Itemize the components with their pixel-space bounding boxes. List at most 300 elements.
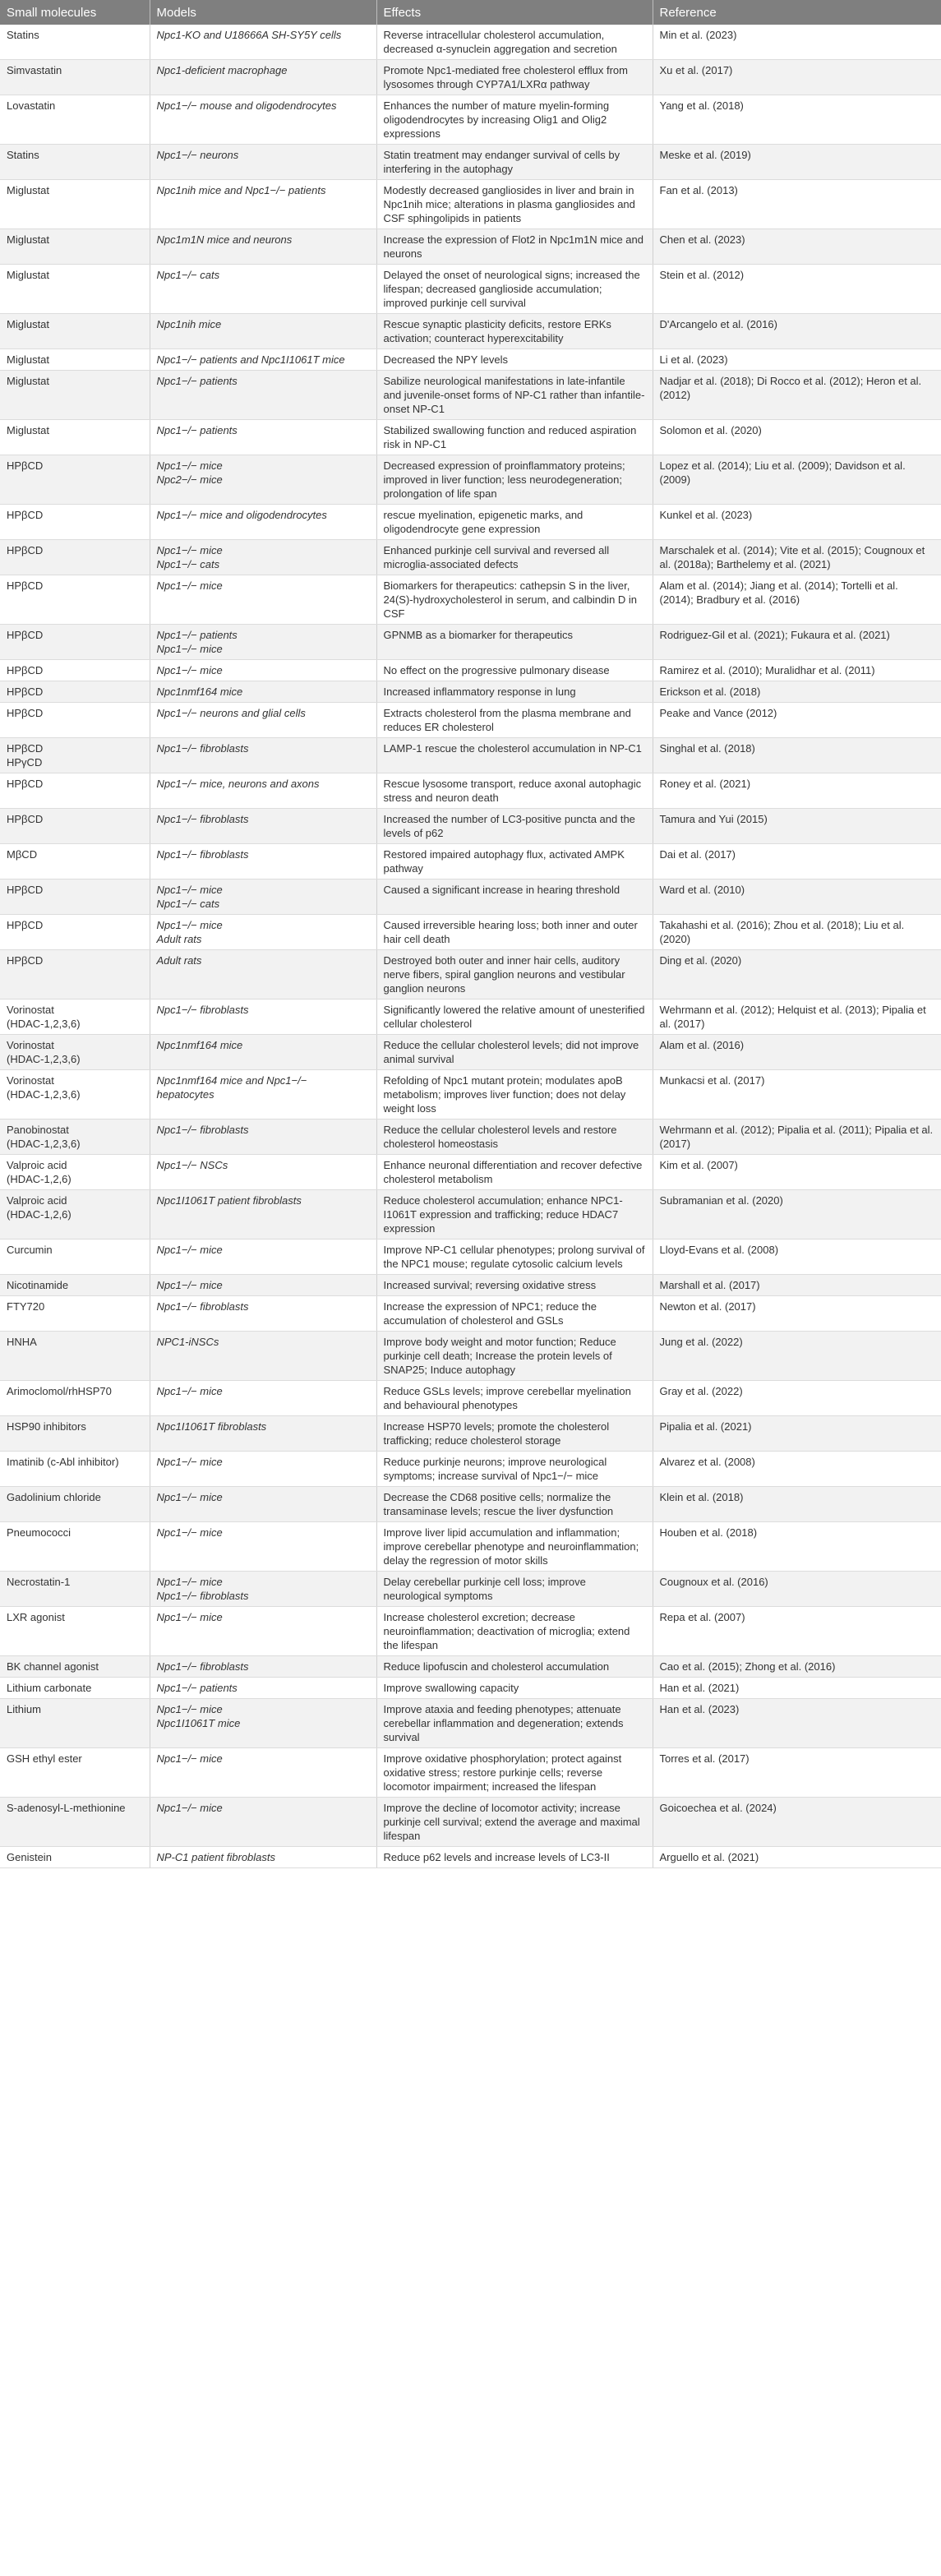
models-cell: [150, 1240, 376, 1275]
molecule-name: Miglustat: [7, 424, 50, 436]
molecule-cell: [0, 1678, 150, 1699]
model-name: Npc1−/− mice: [156, 1491, 223, 1503]
table-row: [0, 349, 941, 371]
molecule-name: Miglustat: [7, 375, 50, 387]
effects-cell: Improve the decline of locomotor activity; increase purkinje cell survival; extend the average and maximal lifespan: [376, 1798, 653, 1847]
table-body: [0, 25, 941, 1868]
model-name: Npc1−/− mice: [156, 579, 223, 592]
effects-cell: Improve body weight and motor function; Reduce purkinje cell death; Increase the protein levels of SNAP25; Induce autophagy: [376, 1332, 653, 1381]
models-cell: [150, 229, 376, 265]
model-name: Npc1−/− mice: [156, 1456, 223, 1468]
molecule-cell: [0, 1332, 150, 1381]
effects-cell: Decreased expression of proinflammatory proteins; improved in liver function; less neurodegeneration; prolongation of life span: [376, 455, 653, 505]
effects-cell: Caused a significant increase in hearing threshold: [376, 879, 653, 915]
reference-cell: Stein et al. (2012): [653, 265, 941, 314]
model-name: Npc1−/− fibroblasts: [156, 1004, 249, 1016]
molecule-name: Valproic acid: [7, 1159, 67, 1171]
molecule-cell: [0, 1847, 150, 1868]
models-cell: [150, 1699, 376, 1748]
effects-cell: Decreased the NPY levels: [376, 349, 653, 371]
model-name: Npc1−/− mice: [156, 1611, 223, 1623]
model-name: Npc1−/− fibroblasts: [156, 1660, 249, 1673]
effects-cell: Stabilized swallowing function and reduced aspiration risk in NP-C1: [376, 420, 653, 455]
molecule-name: Arimoclomol/rhHSP70: [7, 1385, 112, 1397]
effects-cell: Rescue lysosome transport, reduce axonal autophagic stress and neuron death: [376, 773, 653, 809]
models-cell: [150, 1572, 376, 1607]
model-name: Npc1−/− neurons and glial cells: [156, 707, 306, 719]
model-name: Npc1−/− patients: [156, 629, 238, 641]
molecule-name: HPβCD: [7, 919, 44, 931]
effects-cell: Restored impaired autophagy flux, activated AMPK pathway: [376, 844, 653, 879]
model-name: Npc1−/− fibroblasts: [156, 848, 249, 861]
effects-cell: Sabilize neurological manifestations in late-infantile and juvenile-onset forms of NP-C1 rather than infantile-onset NP-C1: [376, 371, 653, 420]
molecule-name: BK channel agonist: [7, 1660, 99, 1673]
effects-cell: GPNMB as a biomarker for therapeutics: [376, 625, 653, 660]
reference-cell: Xu et al. (2017): [653, 60, 941, 95]
reference-cell: Dai et al. (2017): [653, 844, 941, 879]
model-name: Npc1−/− mice: [156, 1576, 223, 1588]
models-cell: [150, 681, 376, 703]
models-cell: [150, 95, 376, 145]
molecule-name: GSH ethyl ester: [7, 1752, 82, 1765]
table-row: [0, 1656, 941, 1678]
molecule-name: HPβCD: [7, 686, 44, 698]
molecule-cell: [0, 575, 150, 625]
models-cell: [150, 660, 376, 681]
molecule-cell: [0, 1070, 150, 1119]
molecule-cell: [0, 1522, 150, 1572]
table-row: [0, 540, 941, 575]
models-cell: [150, 25, 376, 60]
molecule-name: HPβCD: [7, 884, 44, 896]
models-cell: [150, 349, 376, 371]
molecule-cell: [0, 703, 150, 738]
table-row: [0, 1155, 941, 1190]
table-row: [0, 229, 941, 265]
models-cell: [150, 809, 376, 844]
model-name: Npc1-deficient macrophage: [156, 64, 288, 76]
molecule-cell: [0, 1119, 150, 1155]
table-row: [0, 1487, 941, 1522]
molecule-name: FTY720: [7, 1300, 45, 1313]
reference-cell: Yang et al. (2018): [653, 95, 941, 145]
model-name: Npc1nmf164 mice: [156, 686, 243, 698]
models-cell: [150, 950, 376, 999]
table-row: [0, 25, 941, 60]
table-row: [0, 265, 941, 314]
model-name: Npc1−/− mice: [156, 544, 223, 556]
model-name: Npc2−/− mice: [156, 473, 223, 486]
molecule-name: Panobinostat: [7, 1124, 69, 1136]
molecule-cell: [0, 738, 150, 773]
effects-cell: Biomarkers for therapeutics: cathepsin S in the liver, 24(S)-hydroxycholesterol in serum, and calbindin D in CSF: [376, 575, 653, 625]
effects-cell: Improve liver lipid accumulation and inflammation; improve cerebellar phenotype and neuroinflammation; delay the regression of motor skills: [376, 1522, 653, 1572]
model-name: Npc1nih mice: [156, 318, 222, 330]
molecule-name: Miglustat: [7, 318, 50, 330]
molecule-name: HSP90 inhibitors: [7, 1420, 86, 1433]
reference-cell: Torres et al. (2017): [653, 1748, 941, 1798]
table-row: [0, 681, 941, 703]
effects-cell: Improve swallowing capacity: [376, 1678, 653, 1699]
effects-cell: Increased inflammatory response in lung: [376, 681, 653, 703]
reference-cell: Wehrmann et al. (2012); Helquist et al. (2013); Pipalia et al. (2017): [653, 999, 941, 1035]
molecule-name: (HDAC-1,2,6): [7, 1173, 71, 1185]
reference-cell: Han et al. (2021): [653, 1678, 941, 1699]
reference-cell: Goicoechea et al. (2024): [653, 1798, 941, 1847]
molecule-name: HPγCD: [7, 756, 43, 769]
table-row: [0, 1678, 941, 1699]
model-name: Npc1nih mice and Npc1−/− patients: [156, 184, 326, 196]
models-cell: [150, 505, 376, 540]
effects-cell: Refolding of Npc1 mutant protein; modulates apoB metabolism; improves liver function; does not delay weight loss: [376, 1070, 653, 1119]
table-row: [0, 60, 941, 95]
model-name: Npc1−/− mice: [156, 664, 223, 676]
molecule-name: HPβCD: [7, 509, 44, 521]
molecule-cell: [0, 1296, 150, 1332]
reference-cell: Wehrmann et al. (2012); Pipalia et al. (2011); Pipalia et al. (2017): [653, 1119, 941, 1155]
molecule-cell: [0, 455, 150, 505]
molecule-name: Imatinib (c-Abl inhibitor): [7, 1456, 119, 1468]
reference-cell: Munkacsi et al. (2017): [653, 1070, 941, 1119]
molecule-cell: [0, 1656, 150, 1678]
model-name: Npc1−/− fibroblasts: [156, 1590, 249, 1602]
table-row: [0, 1847, 941, 1868]
table-row: [0, 915, 941, 950]
molecule-cell: [0, 1607, 150, 1656]
models-cell: [150, 1656, 376, 1678]
table-row: [0, 505, 941, 540]
molecule-cell: [0, 314, 150, 349]
table-row: [0, 95, 941, 145]
molecule-cell: [0, 1275, 150, 1296]
reference-cell: Marschalek et al. (2014); Vite et al. (2015); Cougnoux et al. (2018a); Barthelemy et al. (2021): [653, 540, 941, 575]
models-cell: [150, 1332, 376, 1381]
reference-cell: Marshall et al. (2017): [653, 1275, 941, 1296]
table-row: [0, 1522, 941, 1572]
molecule-name: HPβCD: [7, 707, 44, 719]
molecule-cell: [0, 625, 150, 660]
model-name: Npc1−/− neurons: [156, 149, 239, 161]
model-name: Npc1−/− mouse and oligodendrocytes: [156, 99, 337, 112]
molecule-name: HPβCD: [7, 954, 44, 967]
column-header: Reference: [653, 0, 941, 25]
reference-cell: Takahashi et al. (2016); Zhou et al. (2018); Liu et al. (2020): [653, 915, 941, 950]
model-name: hepatocytes: [156, 1088, 214, 1101]
models-cell: [150, 1296, 376, 1332]
molecule-cell: [0, 1487, 150, 1522]
effects-cell: Reduce the cellular cholesterol levels and restore cholesterol homeostasis: [376, 1119, 653, 1155]
molecule-name: Statins: [7, 149, 39, 161]
effects-cell: Reduce purkinje neurons; improve neurological symptoms; increase survival of Npc1−/− mice: [376, 1452, 653, 1487]
molecule-name: Pneumococci: [7, 1526, 71, 1539]
models-cell: [150, 738, 376, 773]
reference-cell: Fan et al. (2013): [653, 180, 941, 229]
molecule-cell: [0, 1798, 150, 1847]
models-cell: [150, 540, 376, 575]
molecule-name: (HDAC-1,2,6): [7, 1208, 71, 1221]
model-name: Npc1I1061T mice: [156, 1717, 241, 1729]
table-row: [0, 1070, 941, 1119]
molecule-name: HPβCD: [7, 742, 44, 755]
table-row: [0, 314, 941, 349]
molecule-cell: [0, 1748, 150, 1798]
models-cell: [150, 575, 376, 625]
effects-cell: Delayed the onset of neurological signs; increased the lifespan; decreased ganglioside accumulation; improved purkinje cell survival: [376, 265, 653, 314]
model-name: Npc1−/− patients and Npc1I1061T mice: [156, 353, 345, 366]
table-row: [0, 625, 941, 660]
molecule-name: Nicotinamide: [7, 1279, 69, 1291]
header-row: [0, 0, 941, 25]
molecule-cell: [0, 1572, 150, 1607]
table-row: [0, 999, 941, 1035]
molecule-name: (HDAC-1,2,3,6): [7, 1053, 81, 1065]
molecule-name: (HDAC-1,2,3,6): [7, 1088, 81, 1101]
models-cell: [150, 915, 376, 950]
molecule-cell: [0, 1035, 150, 1070]
models-cell: [150, 371, 376, 420]
effects-cell: No effect on the progressive pulmonary disease: [376, 660, 653, 681]
table-row: [0, 1572, 941, 1607]
table-row: [0, 1240, 941, 1275]
molecule-cell: [0, 950, 150, 999]
table-row: [0, 180, 941, 229]
effects-cell: Reverse intracellular cholesterol accumulation, decreased α-synuclein aggregation and secretion: [376, 25, 653, 60]
molecule-name: Necrostatin-1: [7, 1576, 71, 1588]
molecule-cell: [0, 1240, 150, 1275]
reference-cell: Pipalia et al. (2021): [653, 1416, 941, 1452]
models-cell: [150, 1035, 376, 1070]
models-cell: [150, 1119, 376, 1155]
molecule-cell: [0, 1416, 150, 1452]
reference-cell: Ward et al. (2010): [653, 879, 941, 915]
reference-cell: Solomon et al. (2020): [653, 420, 941, 455]
molecule-name: Vorinostat: [7, 1039, 54, 1051]
models-cell: [150, 1487, 376, 1522]
reference-cell: Alam et al. (2014); Jiang et al. (2014); Tortelli et al. (2014); Bradbury et al. (2016): [653, 575, 941, 625]
molecule-cell: [0, 1190, 150, 1240]
reference-cell: Jung et al. (2022): [653, 1332, 941, 1381]
model-name: Npc1−/− mice: [156, 1703, 223, 1715]
molecule-cell: [0, 25, 150, 60]
reference-cell: Nadjar et al. (2018); Di Rocco et al. (2012); Heron et al. (2012): [653, 371, 941, 420]
reference-cell: Cao et al. (2015); Zhong et al. (2016): [653, 1656, 941, 1678]
reference-cell: D'Arcangelo et al. (2016): [653, 314, 941, 349]
molecule-cell: [0, 145, 150, 180]
models-cell: [150, 1155, 376, 1190]
models-cell: [150, 1847, 376, 1868]
molecule-cell: [0, 844, 150, 879]
molecule-cell: [0, 1381, 150, 1416]
table-row: [0, 1748, 941, 1798]
models-cell: [150, 145, 376, 180]
table-row: [0, 879, 941, 915]
molecule-cell: [0, 371, 150, 420]
models-cell: [150, 314, 376, 349]
molecule-name: HPβCD: [7, 579, 44, 592]
model-name: Npc1-KO and U18666A SH-SY5Y cells: [156, 29, 342, 41]
effects-cell: Enhances the number of mature myelin-forming oligodendrocytes by increasing Olig1 and Olig2 expressions: [376, 95, 653, 145]
effects-cell: Reduce p62 levels and increase levels of LC3-II: [376, 1847, 653, 1868]
effects-cell: rescue myelination, epigenetic marks, and oligodendrocyte gene expression: [376, 505, 653, 540]
table-row: [0, 1296, 941, 1332]
molecule-name: Miglustat: [7, 353, 50, 366]
effects-cell: Modestly decreased gangliosides in liver and brain in Npc1nih mice; alterations in plasma gangliosides and CSF sphingolipids in patients: [376, 180, 653, 229]
table-row: [0, 809, 941, 844]
molecule-name: Miglustat: [7, 184, 50, 196]
reference-cell: Peake and Vance (2012): [653, 703, 941, 738]
molecule-cell: [0, 660, 150, 681]
reference-cell: Lloyd-Evans et al. (2008): [653, 1240, 941, 1275]
model-name: Npc1−/− NSCs: [156, 1159, 228, 1171]
models-cell: [150, 1381, 376, 1416]
molecule-name: LXR agonist: [7, 1611, 65, 1623]
molecule-cell: [0, 1155, 150, 1190]
reference-cell: Kim et al. (2007): [653, 1155, 941, 1190]
table-row: [0, 1798, 941, 1847]
model-name: Npc1−/− patients: [156, 375, 238, 387]
effects-cell: Rescue synaptic plasticity deficits, restore ERKs activation; counteract hyperexcitability: [376, 314, 653, 349]
effects-cell: Reduce the cellular cholesterol levels; did not improve animal survival: [376, 1035, 653, 1070]
table-row: [0, 1035, 941, 1070]
reference-cell: Tamura and Yui (2015): [653, 809, 941, 844]
table-row: [0, 1190, 941, 1240]
models-cell: [150, 1678, 376, 1699]
molecule-cell: [0, 1452, 150, 1487]
molecule-name: Vorinostat: [7, 1074, 54, 1087]
table-row: [0, 773, 941, 809]
molecule-cell: [0, 60, 150, 95]
model-name: Npc1−/− patients: [156, 424, 238, 436]
reference-cell: Alam et al. (2016): [653, 1035, 941, 1070]
effects-cell: Improve ataxia and feeding phenotypes; attenuate cerebellar inflammation and degeneration; extends survival: [376, 1699, 653, 1748]
reference-cell: Arguello et al. (2021): [653, 1847, 941, 1868]
effects-cell: Reduce GSLs levels; improve cerebellar myelination and behavioural phenotypes: [376, 1381, 653, 1416]
effects-cell: Enhanced purkinje cell survival and reversed all microglia-associated defects: [376, 540, 653, 575]
model-name: Npc1−/− mice: [156, 884, 223, 896]
model-name: Npc1−/− mice: [156, 1385, 223, 1397]
table-row: [0, 1699, 941, 1748]
models-cell: [150, 420, 376, 455]
molecule-cell: [0, 915, 150, 950]
models-cell: [150, 999, 376, 1035]
models-cell: [150, 1798, 376, 1847]
effects-cell: Increased survival; reversing oxidative stress: [376, 1275, 653, 1296]
reference-cell: Chen et al. (2023): [653, 229, 941, 265]
reference-cell: Min et al. (2023): [653, 25, 941, 60]
molecule-name: Curcumin: [7, 1244, 53, 1256]
model-name: Adult rats: [156, 954, 202, 967]
model-name: Npc1−/− mice: [156, 1279, 223, 1291]
effects-cell: Caused irreversible hearing loss; both inner and outer hair cell death: [376, 915, 653, 950]
reference-cell: Cougnoux et al. (2016): [653, 1572, 941, 1607]
molecule-name: S-adenosyl-L-methionine: [7, 1802, 126, 1814]
model-name: Npc1−/− fibroblasts: [156, 1124, 249, 1136]
model-name: NP-C1 patient fibroblasts: [156, 1851, 276, 1863]
effects-cell: Decrease the CD68 positive cells; normalize the transaminase levels; rescue the liver dysfunction: [376, 1487, 653, 1522]
molecule-name: HPβCD: [7, 664, 44, 676]
column-header: Small molecules: [0, 0, 150, 25]
model-name: Npc1nmf164 mice and Npc1−/−: [156, 1074, 307, 1087]
molecule-cell: [0, 229, 150, 265]
model-name: Npc1−/− fibroblasts: [156, 742, 249, 755]
table-row: [0, 1607, 941, 1656]
molecule-name: (HDAC-1,2,3,6): [7, 1138, 81, 1150]
molecule-name: Genistein: [7, 1851, 52, 1863]
molecule-cell: [0, 505, 150, 540]
model-name: Npc1m1N mice and neurons: [156, 233, 293, 246]
molecule-cell: [0, 540, 150, 575]
model-name: Npc1−/− fibroblasts: [156, 813, 249, 825]
effects-cell: Increase HSP70 levels; promote the cholesterol trafficking; reduce cholesterol storage: [376, 1416, 653, 1452]
molecule-name: HPβCD: [7, 813, 44, 825]
table-row: [0, 738, 941, 773]
molecule-cell: [0, 1699, 150, 1748]
molecule-name: HPβCD: [7, 544, 44, 556]
table-row: [0, 1452, 941, 1487]
model-name: Npc1−/− mice: [156, 459, 223, 472]
reference-cell: Lopez et al. (2014); Liu et al. (2009); Davidson et al. (2009): [653, 455, 941, 505]
molecule-name: Simvastatin: [7, 64, 62, 76]
model-name: Npc1−/− mice: [156, 1526, 223, 1539]
models-cell: [150, 1416, 376, 1452]
models-cell: [150, 1452, 376, 1487]
model-name: Npc1−/− mice and oligodendrocytes: [156, 509, 327, 521]
reference-cell: Alvarez et al. (2008): [653, 1452, 941, 1487]
reference-cell: Houben et al. (2018): [653, 1522, 941, 1572]
effects-cell: Increase cholesterol excretion; decrease neuroinflammation; deactivation of microglia; extend the lifespan: [376, 1607, 653, 1656]
model-name: Npc1−/− fibroblasts: [156, 1300, 249, 1313]
models-cell: [150, 1190, 376, 1240]
model-name: Npc1−/− mice: [156, 1802, 223, 1814]
table-row: [0, 1119, 941, 1155]
effects-cell: Statin treatment may endanger survival of cells by interfering in the autophagy: [376, 145, 653, 180]
molecule-name: Valproic acid: [7, 1194, 67, 1207]
table-row: [0, 145, 941, 180]
model-name: Adult rats: [156, 933, 202, 945]
reference-cell: Repa et al. (2007): [653, 1607, 941, 1656]
table-row: [0, 1275, 941, 1296]
effects-cell: Promote Npc1-mediated free cholesterol efflux from lysosomes through CYP7A1/LXRα pathway: [376, 60, 653, 95]
effects-cell: Reduce cholesterol accumulation; enhance NPC1-I1061T expression and trafficking; reduce HDAC7 expression: [376, 1190, 653, 1240]
reference-cell: Ding et al. (2020): [653, 950, 941, 999]
molecule-cell: [0, 879, 150, 915]
models-cell: [150, 1070, 376, 1119]
table-row: [0, 1332, 941, 1381]
table-row: [0, 575, 941, 625]
models-cell: [150, 1522, 376, 1572]
reference-cell: Gray et al. (2022): [653, 1381, 941, 1416]
models-cell: [150, 60, 376, 95]
effects-cell: Increase the expression of Flot2 in Npc1m1N mice and neurons: [376, 229, 653, 265]
molecule-cell: [0, 681, 150, 703]
molecule-name: Lovastatin: [7, 99, 56, 112]
molecule-cell: [0, 265, 150, 314]
molecule-cell: [0, 773, 150, 809]
models-cell: [150, 1748, 376, 1798]
model-name: Npc1−/− cats: [156, 269, 220, 281]
molecule-cell: [0, 809, 150, 844]
models-cell: [150, 844, 376, 879]
model-name: Npc1I1061T patient fibroblasts: [156, 1194, 302, 1207]
reference-cell: Subramanian et al. (2020): [653, 1190, 941, 1240]
reference-cell: Klein et al. (2018): [653, 1487, 941, 1522]
model-name: Npc1−/− mice: [156, 643, 223, 655]
model-name: Npc1I1061T fibroblasts: [156, 1420, 267, 1433]
models-cell: [150, 1607, 376, 1656]
reference-cell: Newton et al. (2017): [653, 1296, 941, 1332]
model-name: Npc1−/− cats: [156, 898, 220, 910]
molecule-cell: [0, 180, 150, 229]
